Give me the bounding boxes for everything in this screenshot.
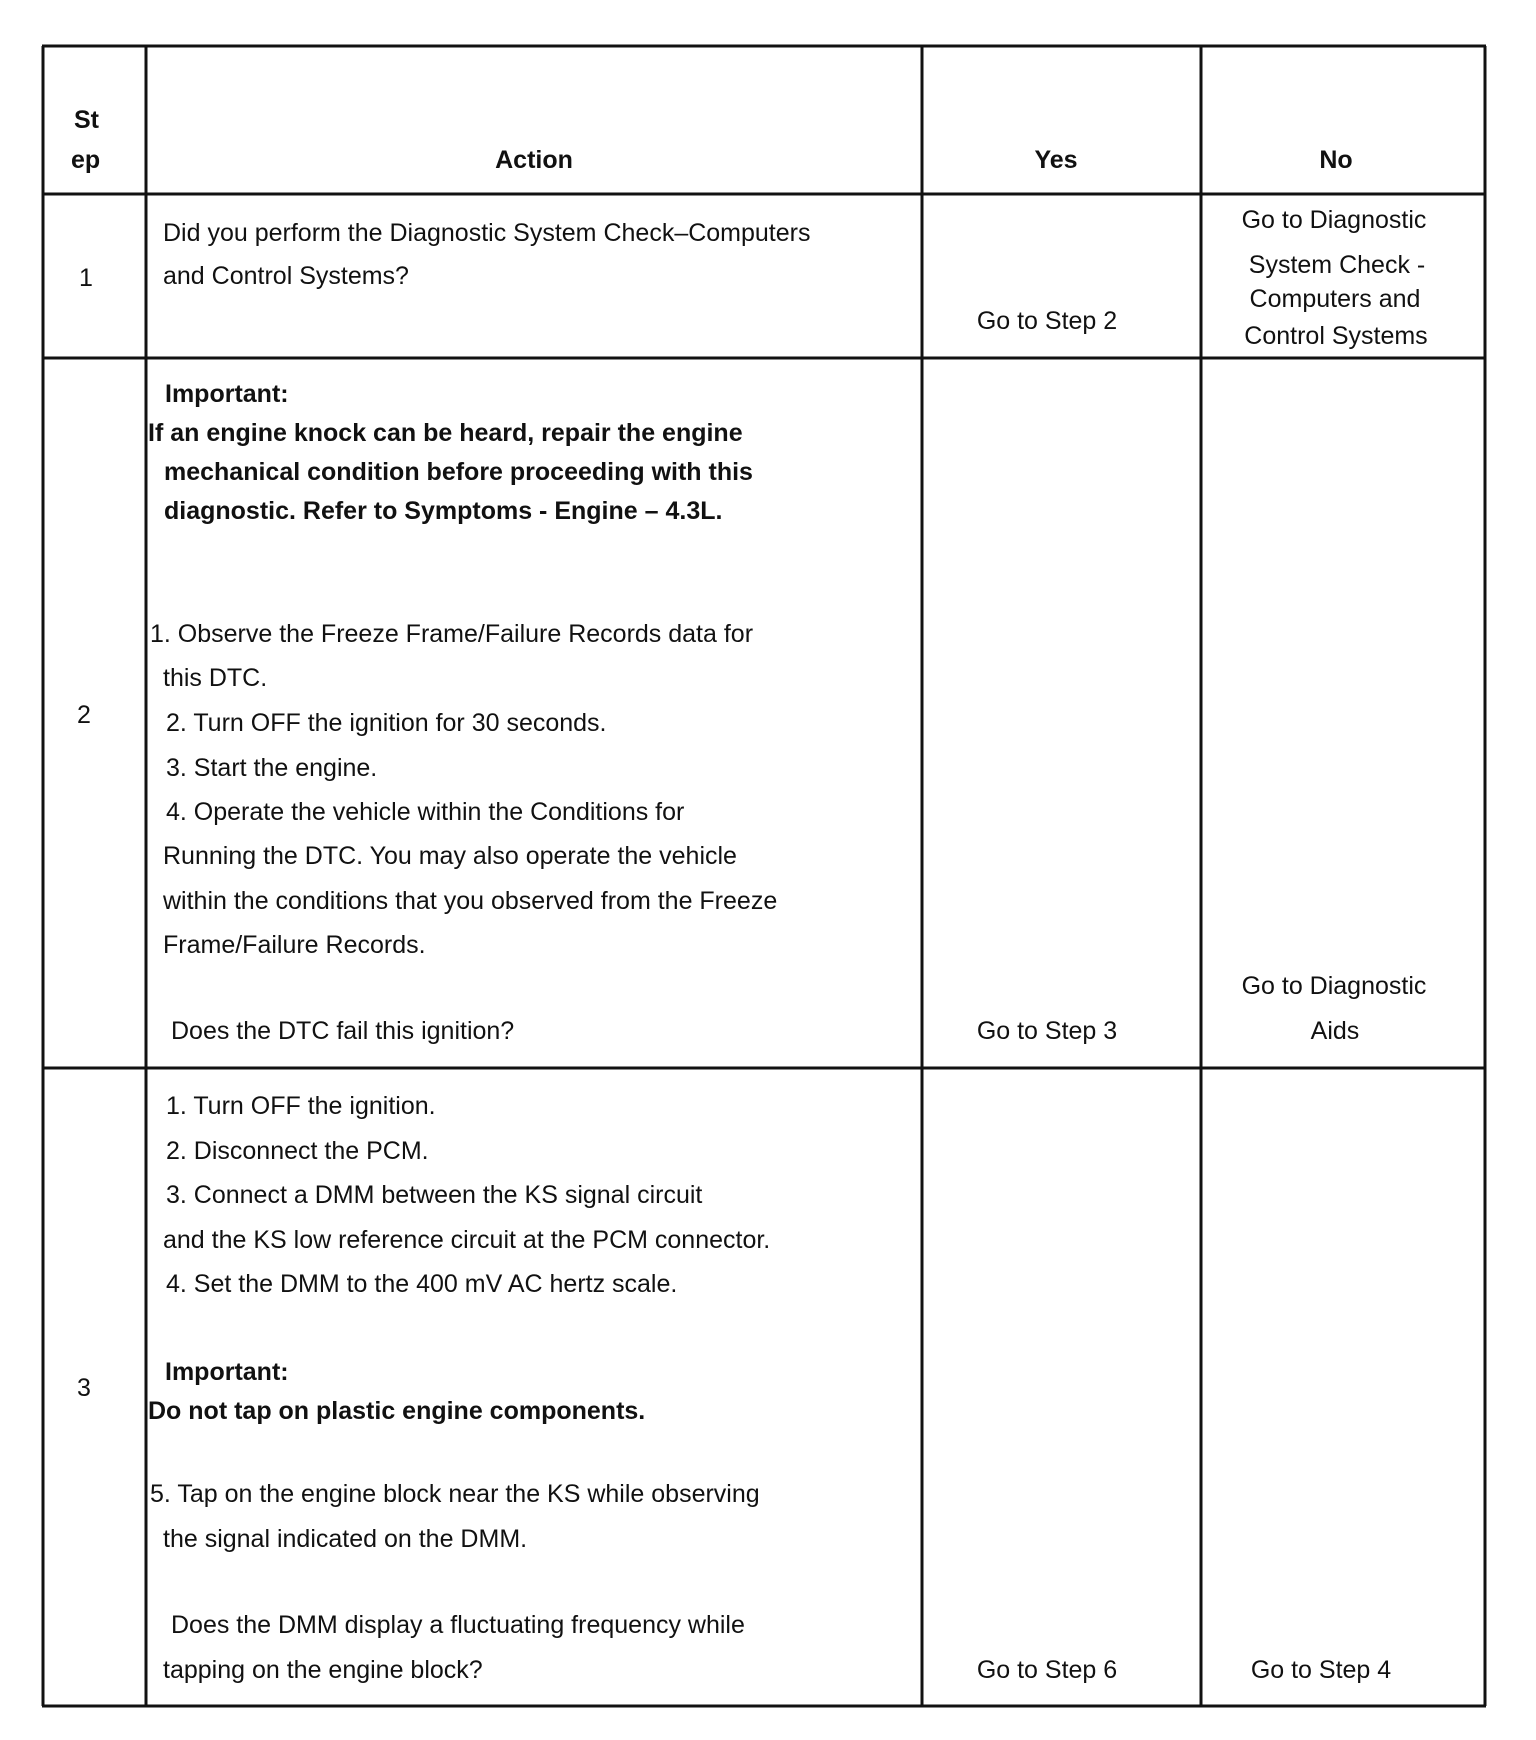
no-result-line: Computers and bbox=[1249, 285, 1421, 313]
action-step-line: 4. Set the DMM to the 400 mV AC hertz scale. bbox=[166, 1270, 678, 1298]
no-result-line: Go to Diagnostic bbox=[1241, 206, 1427, 234]
action-step-line: 3. Start the engine. bbox=[166, 754, 378, 782]
important-text-line: diagnostic. Refer to Symptoms - Engine – 4.3L. bbox=[164, 497, 723, 525]
action-step-line: Running the DTC. You may also operate the vehicle bbox=[163, 842, 737, 870]
step-number: 3 bbox=[77, 1374, 91, 1402]
header-no: No bbox=[1319, 146, 1353, 174]
no-result-line: System Check - bbox=[1248, 251, 1426, 279]
action-step-line: within the conditions that you observed from the Freeze bbox=[163, 887, 778, 915]
yes-result: Go to Step 6 bbox=[976, 1656, 1118, 1684]
important-label: Important: bbox=[165, 380, 289, 408]
action-question-line: Does the DTC fail this ignition? bbox=[171, 1017, 515, 1045]
action-question-line: Does the DMM display a fluctuating frequency while bbox=[171, 1611, 745, 1639]
action-step-line: 5. Tap on the engine block near the KS while observing bbox=[150, 1480, 760, 1508]
no-result: Go to Step 4 bbox=[1250, 1656, 1392, 1684]
action-question-line: tapping on the engine block? bbox=[163, 1656, 483, 1684]
yes-result: Go to Step 2 bbox=[976, 307, 1118, 335]
action-step-line: this DTC. bbox=[163, 664, 268, 692]
action-step-line: 1. Observe the Freeze Frame/Failure Records data for bbox=[150, 620, 754, 648]
no-result-line: Aids bbox=[1310, 1017, 1360, 1045]
yes-result: Go to Step 3 bbox=[976, 1017, 1118, 1045]
action-question-line: Did you perform the Diagnostic System Check–Computers bbox=[163, 219, 811, 247]
action-step-line: 2. Turn OFF the ignition for 30 seconds. bbox=[166, 709, 607, 737]
important-label: Important: bbox=[165, 1358, 289, 1386]
action-question-line: and Control Systems? bbox=[163, 262, 409, 290]
important-text-line: mechanical condition before proceeding with this bbox=[164, 458, 753, 486]
action-step-line: 2. Disconnect the PCM. bbox=[166, 1137, 429, 1165]
step-number: 2 bbox=[77, 701, 91, 729]
no-result-line: Go to Diagnostic bbox=[1241, 972, 1427, 1000]
header-step-line1: St bbox=[74, 106, 99, 134]
action-step-line: the signal indicated on the DMM. bbox=[163, 1525, 528, 1553]
no-result-line: Control Systems bbox=[1244, 322, 1428, 350]
header-step-line2: ep bbox=[71, 146, 101, 174]
header-yes: Yes bbox=[1034, 146, 1078, 174]
important-text-line: Do not tap on plastic engine components. bbox=[148, 1397, 646, 1425]
important-text-line: If an engine knock can be heard, repair the engine bbox=[148, 419, 743, 447]
action-step-line: 3. Connect a DMM between the KS signal circuit bbox=[166, 1181, 703, 1209]
action-step-line: 1. Turn OFF the ignition. bbox=[166, 1092, 436, 1120]
action-step-line: and the KS low reference circuit at the PCM connector. bbox=[163, 1226, 771, 1254]
header-action: Action bbox=[495, 146, 573, 174]
action-step-line: 4. Operate the vehicle within the Conditions for bbox=[166, 798, 685, 826]
step-number: 1 bbox=[79, 264, 93, 292]
action-step-line: Frame/Failure Records. bbox=[163, 931, 426, 959]
